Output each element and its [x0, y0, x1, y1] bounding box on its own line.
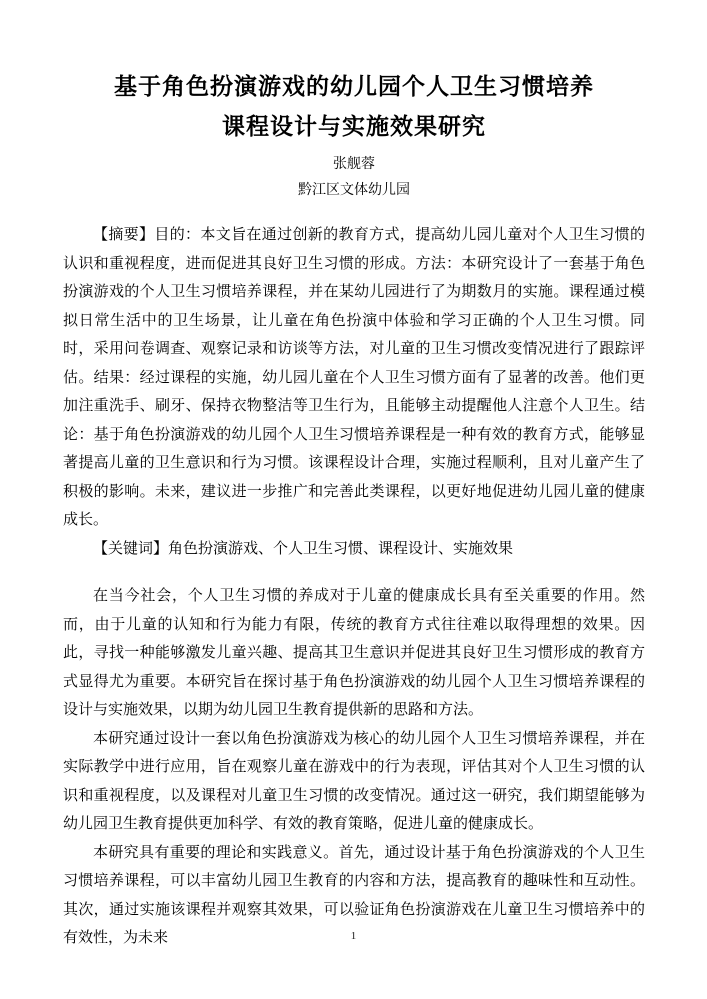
page-number: 1	[350, 930, 357, 942]
abstract-section	[63, 221, 645, 563]
body-paragraph-2: 本研究通过设计一套以角色扮演游戏为核心的幼儿园个人卫生习惯培养课程，并在实际教学中进行应用，旨在观察儿童在游戏中的行为表现，评估其对个人卫生习惯的认识和重视程度，以及课程对儿童卫生习惯的改变情况。通过这一研究，我们期望能够为幼儿园卫生教育提供更加科学、有效的教育策略，促进儿童的健康成长。	[63, 730, 645, 832]
body-section	[63, 582, 645, 953]
byline	[63, 152, 645, 204]
keywords-line: 【关键词】角色扮演游戏、个人卫生习惯、课程设计、实施效果	[93, 540, 514, 557]
body-paragraph-1: 在当今社会，个人卫生习惯的养成对于儿童的健康成长具有至关重要的作用。然而，由于儿童的认知和行为能力有限，传统的教育方式往往难以取得理想的效果。因此，寻找一种能够激发儿童兴趣、提高其卫生意识并促进其良好卫生习惯形成的教育方式显得尤为重要。本研究旨在探讨基于角色扮演游戏的幼儿园个人卫生习惯培养课程的设计与实施效果，以期为幼儿园卫生教育提供新的思路和方法。	[63, 588, 645, 718]
paper-title-line-1: 基于角色扮演游戏的幼儿园个人卫生习惯培养	[114, 74, 594, 99]
paper-title-line-2: 课程设计与实施效果研究	[222, 114, 486, 139]
paper-title	[63, 67, 645, 147]
abstract-paragraph: 【摘要】目的：本文旨在通过创新的教育方式，提高幼儿园儿童对个人卫生习惯的认识和重视程度，进而促进其良好卫生习惯的形成。方法：本研究设计了一套基于角色扮演游戏的个人卫生习惯培养课程，并在某幼儿园进行了为期数月的实施。课程通过模拟日常生活中的卫生场景，让儿童在角色扮演中体验和学习正确的个人卫生习惯。同时，采用问卷调查、观察记录和访谈等方法，对儿童的卫生习惯改变情况进行了跟踪评估。结果：经过课程的实施，幼儿园儿童在个人卫生习惯方面有了显著的改善。他们更加注重洗手、刷牙、保持衣物整洁等卫生行为，且能够主动提醒他人注意个人卫生。结论：基于角色扮演游戏的幼儿园个人卫生习惯培养课程是一种有效的教育方式，能够显著提高儿童的卫生意识和行为习惯。该课程设计合理，实施过程顺利，且对儿童产生了积极的影响。未来，建议进一步推广和完善此类课程，以更好地促进幼儿园儿童的健康成长。	[63, 227, 645, 528]
author-name: 张舰蓉	[333, 157, 375, 172]
body-paragraph-3: 本研究具有重要的理论和实践意义。首先，通过设计基于角色扮演游戏的个人卫生习惯培养课程，可以丰富幼儿园卫生教育的内容和方法，提高教育的趣味性和互动性。其次，通过实施该课程并观察其效果，可以验证角色扮演游戏在儿童卫生习惯培养中的有效性，为未来	[63, 844, 645, 946]
author-affiliation: 黔江区文体幼儿园	[298, 183, 410, 198]
